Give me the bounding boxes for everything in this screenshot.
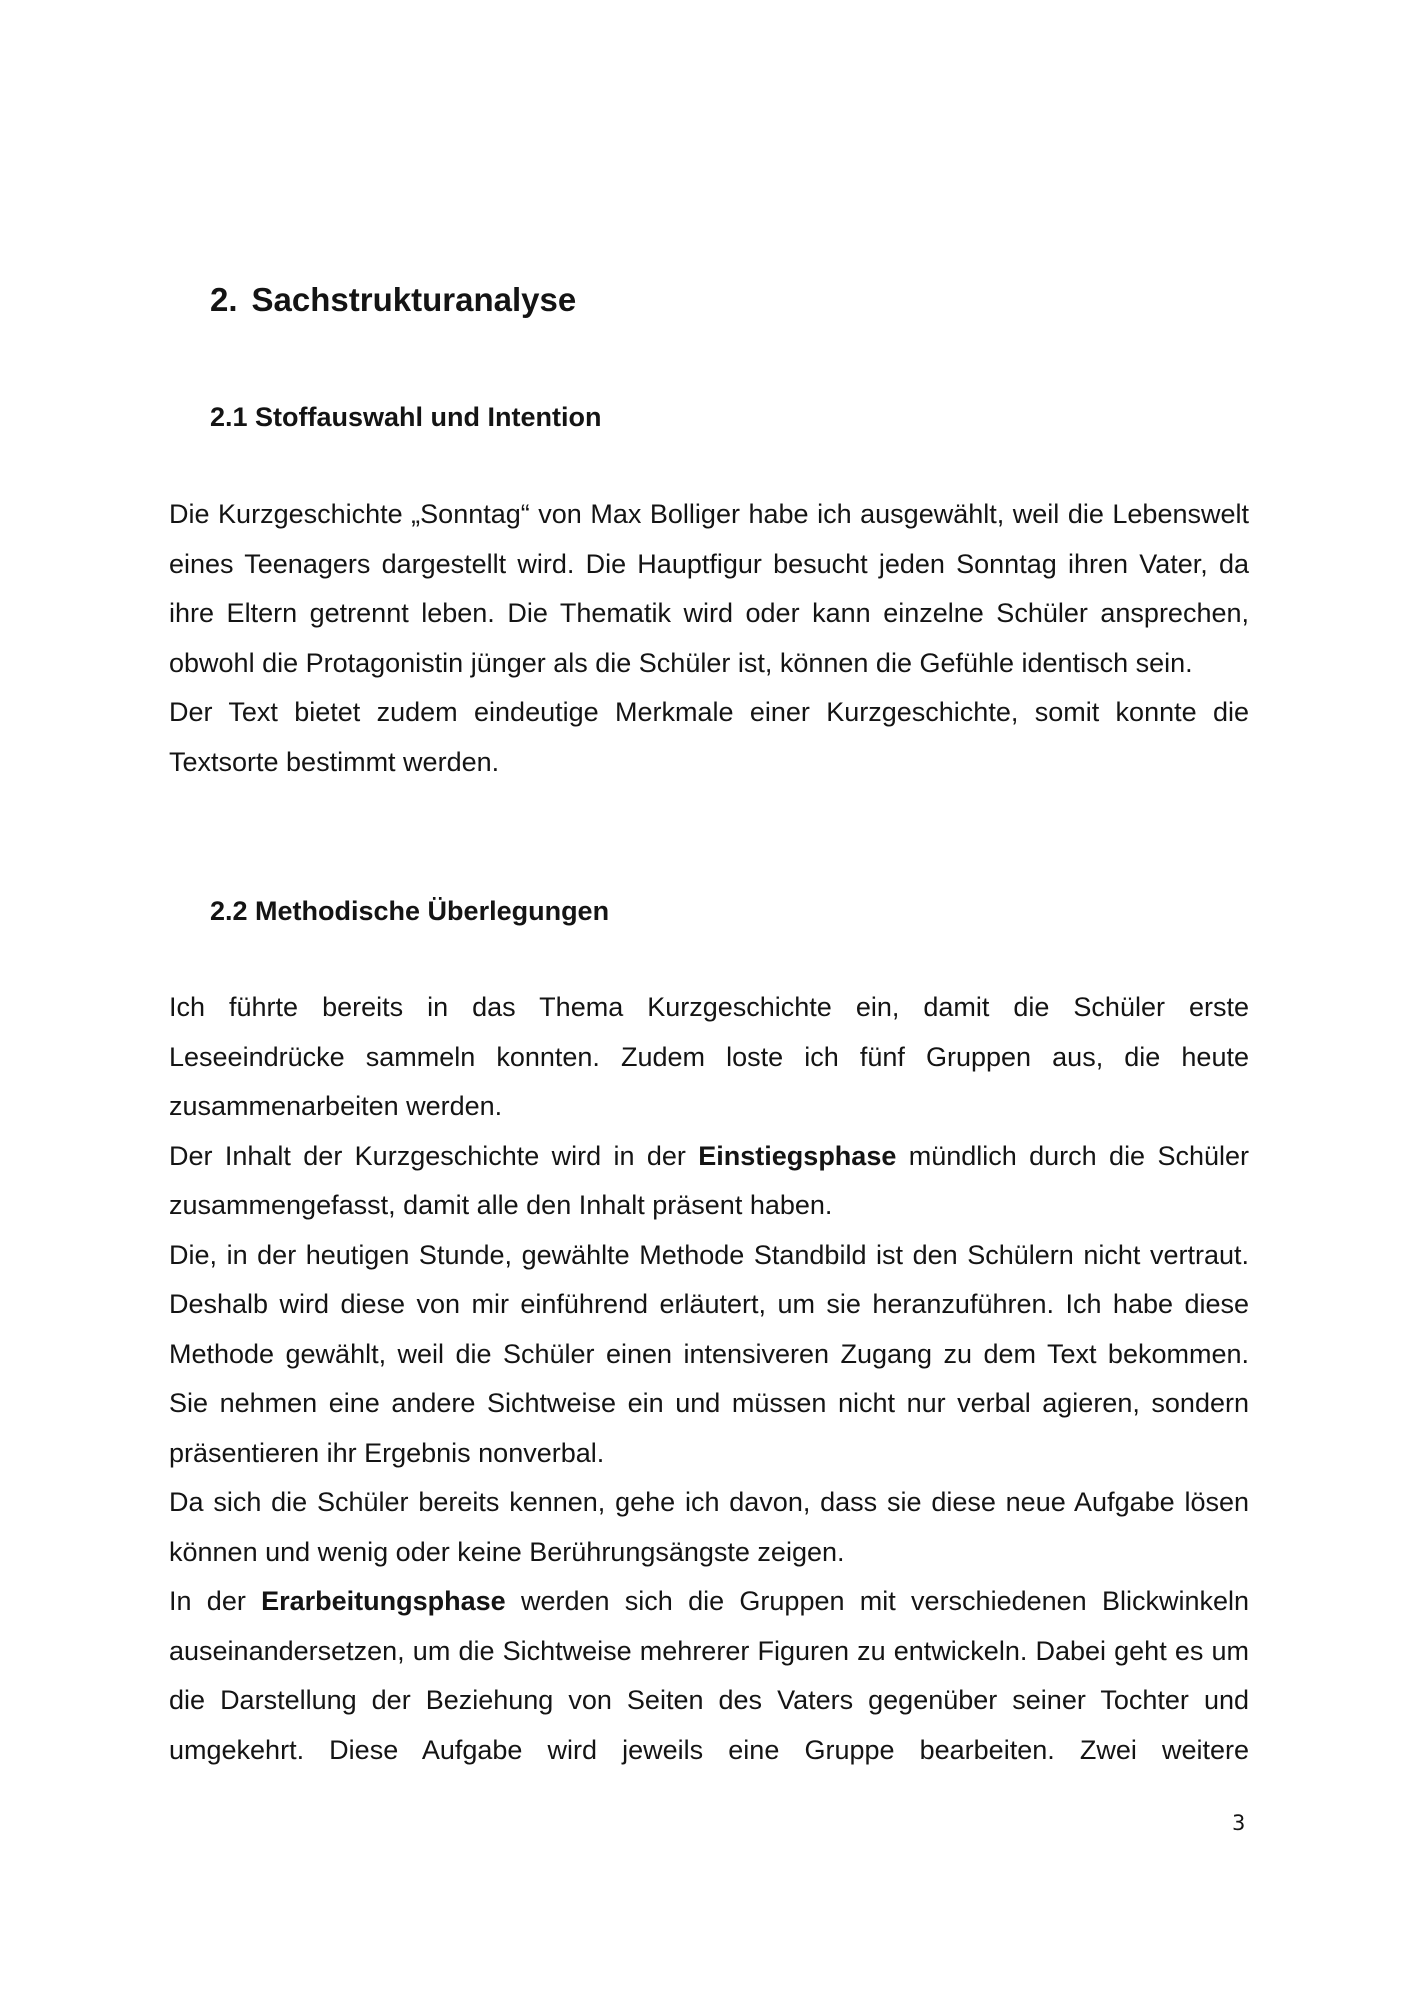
paragraph [169,1577,1249,1775]
paragraph: Der Text bietet zudem eindeutige Merkmale einer Kurzgeschichte, somit konnte die Textsorte bestimmt werden. [169,697,1249,777]
subsection-heading-2-1: 2.1 Stoffauswahl und Intention [210,402,602,432]
subsection-body-2-1 [169,490,1249,787]
paragraph: Die, in der heutigen Stunde, gewählte Methode Standbild ist den Schülern nicht vertraut. Deshalb wird diese von mir einführend erläutert, um sie heranzuführen. Ich habe diese Methode gewählt, weil die Schüler einen intensiveren Zugang zu dem Text bekommen. Sie nehmen eine andere Sichtweise ein und müssen nicht nur verbal agieren, sondern präsentieren ihr Ergebnis nonverbal. [169,1239,1249,1468]
paragraph-text: In der [169,1586,262,1616]
subsection-body-2-2 [169,983,1249,1775]
paragraph-text: werden sich die Gruppen mit verschiedenen Blickwinkeln auseinandersetzen, um die Sichtweise mehrerer Figuren zu entwickeln. Dabei geht es um die Darstellung der Beziehung von Seiten des Vaters gegenüber seiner Tochter und umgekehrt. Diese Aufgabe wird jeweils eine Gruppe bearbeiten. Zwei weitere [169,1586,1249,1765]
paragraph-text: mündlich durch die Schüler zusammengefasst, damit alle den Inhalt präsent haben. [169,1140,1249,1220]
phase-term-erarbeitung: Erarbeitungsphase [261,1586,506,1616]
paragraph: Ich führte bereits in das Thema Kurzgeschichte ein, damit die Schüler erste Leseeindrücke sammeln konnten. Zudem loste ich fünf Gruppen aus, die heute zusammenarbeiten werden. [169,992,1249,1121]
section-number: 2. [210,281,238,318]
paragraph-text: Der Inhalt der Kurzgeschichte wird in der [169,1140,699,1171]
paragraph: Da sich die Schüler bereits kennen, gehe ich davon, dass sie diese neue Aufgabe lösen können und wenig oder keine Berührungsängste zeigen. [169,1487,1249,1567]
section-heading [210,280,576,320]
paragraph: Die Kurzgeschichte „Sonntag“ von Max Bolliger habe ich ausgewählt, weil die Lebenswelt eines Teenagers dargestellt wird. Die Hauptfigur besucht jeden Sonntag ihren Vater, da ihre Eltern getrennt leben. Die Thematik wird oder kann einzelne Schüler ansprechen, obwohl die Protagonistin jünger als die Schüler ist, können die Gefühle identisch sein. [169,499,1249,678]
page-number: 3 [1232,1811,1246,1835]
section-title: Sachstrukturanalyse [251,281,577,318]
paragraph [169,1132,1249,1231]
phase-term-einstieg: Einstiegsphase [698,1140,897,1171]
subsection-heading-2-2: 2.2 Methodische Überlegungen [210,896,610,926]
